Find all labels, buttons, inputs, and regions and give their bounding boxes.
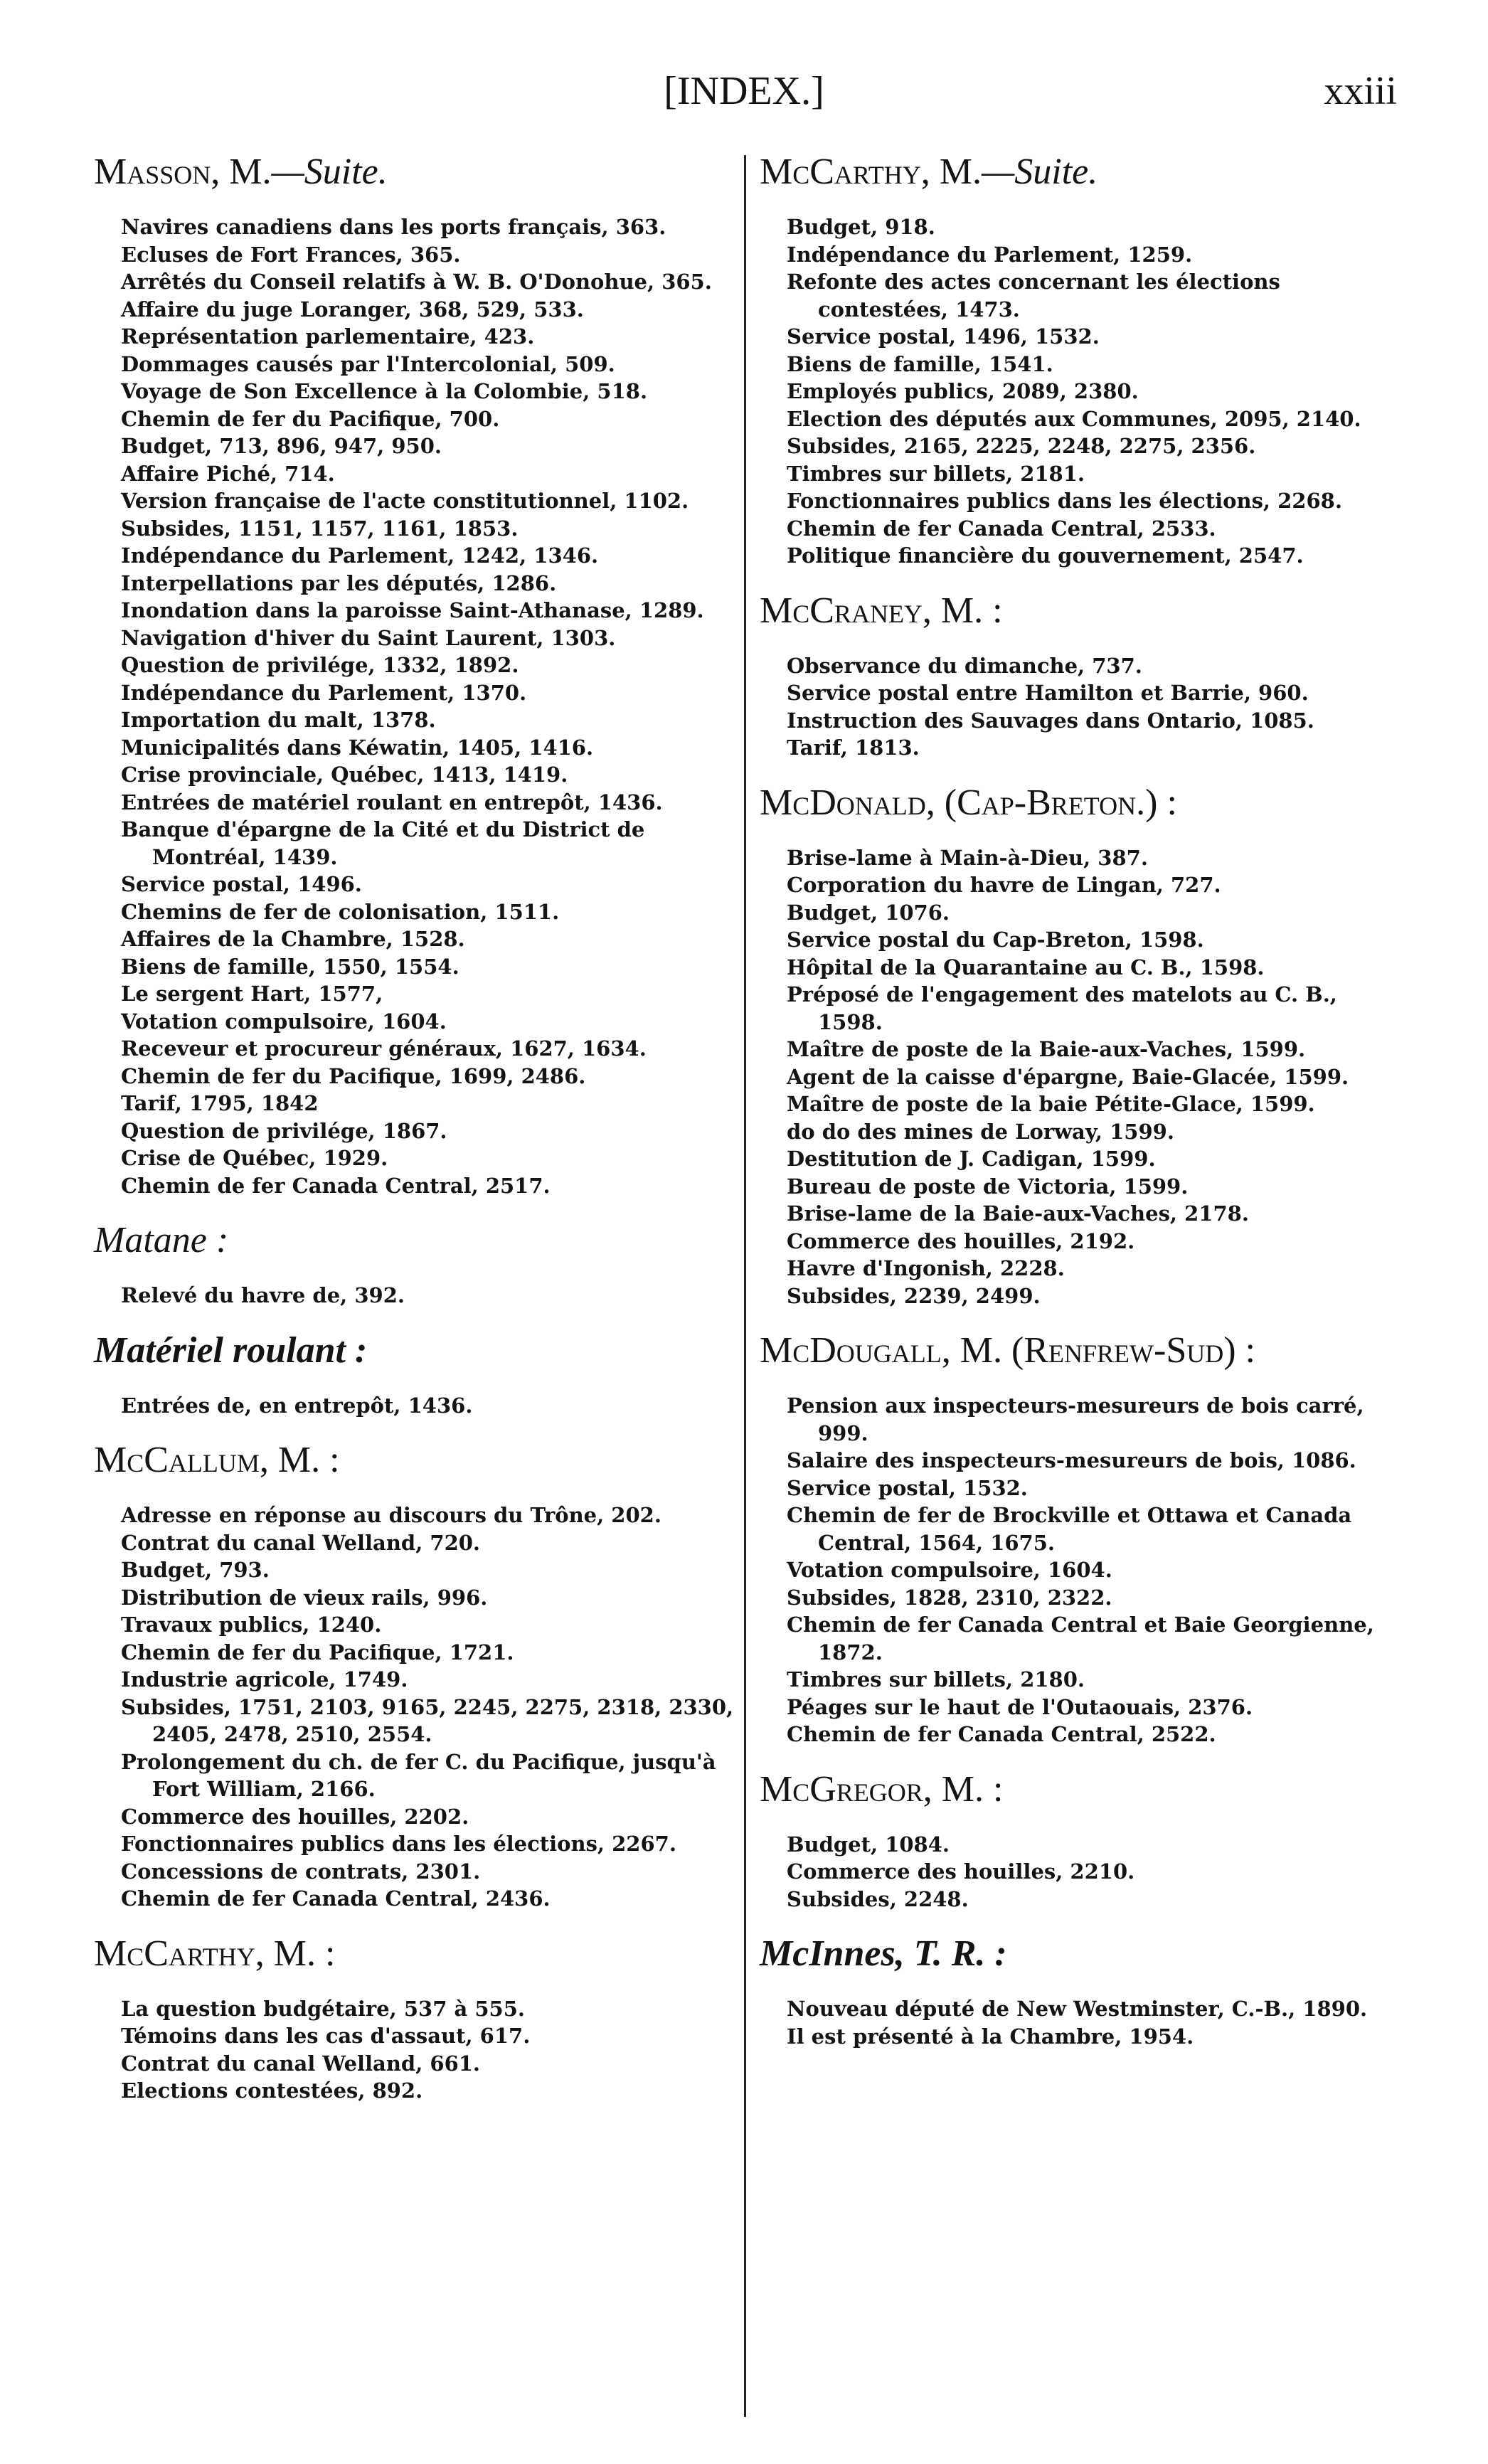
index-entry: La question budgétaire, 537 à 555. bbox=[121, 1996, 525, 2021]
index-entry: Chemin de fer Canada Central, 2517. bbox=[121, 1173, 551, 1198]
index-entry: Navigation d'hiver du Saint Laurent, 1303. bbox=[121, 625, 616, 650]
entry-list bbox=[787, 1392, 1400, 1748]
index-entry: Bureau de poste de Victoria, 1599. bbox=[787, 1174, 1189, 1199]
heading-suffix: —Suite. bbox=[982, 152, 1098, 192]
index-entry: Chemin de fer Canada Central, 2533. bbox=[787, 516, 1216, 541]
index-entry: Affaire Piché, 714. bbox=[121, 461, 335, 486]
index-entry: Maître de poste de la baie Pétite-Glace, 1599. bbox=[787, 1092, 1315, 1116]
index-entry: Receveur et procureur généraux, 1627, 1634. bbox=[121, 1036, 647, 1061]
index-entry: Version française de l'acte constitutionnel, 1102. bbox=[121, 489, 689, 513]
entry-list bbox=[787, 213, 1400, 570]
index-entry: Politique financière du gouvernement, 2547. bbox=[787, 543, 1304, 568]
index-entry: Elections contestées, 892. bbox=[121, 2078, 423, 2103]
index-entry: Service postal, 1496, 1532. bbox=[787, 324, 1100, 349]
index-entry: Subsides, 2248. bbox=[787, 1886, 969, 1911]
index-entry: Chemins de fer de colonisation, 1511. bbox=[121, 899, 560, 924]
index-entry: Travaux publics, 1240. bbox=[121, 1613, 382, 1637]
index-entry: Industrie agricole, 1749. bbox=[121, 1667, 408, 1692]
index-entry: Question de privilége, 1867. bbox=[121, 1118, 447, 1143]
heading-name: McDougall, M. (Renfrew-Sud) : bbox=[760, 1330, 1255, 1371]
index-entry: Observance du dimanche, 737. bbox=[787, 653, 1142, 678]
heading-name: McCarthy, M. bbox=[760, 152, 982, 192]
index-entry: Préposé de l'engagement des matelots au C. B., 1598. bbox=[787, 982, 1337, 1034]
index-entry: Prolongement du ch. de fer C. du Pacifique, jusqu'à Fort William, 2166. bbox=[121, 1749, 716, 1801]
index-entry: Budget, 713, 896, 947, 950. bbox=[121, 434, 442, 458]
index-entry: Subsides, 2165, 2225, 2248, 2275, 2356. bbox=[787, 434, 1256, 458]
index-entry: Maître de poste de la Baie-aux-Vaches, 1599. bbox=[787, 1037, 1306, 1061]
index-entry: Instruction des Sauvages dans Ontario, 1085. bbox=[787, 708, 1314, 733]
index-entry: Service postal du Cap-Breton, 1598. bbox=[787, 928, 1204, 952]
index-entry: Subsides, 1828, 2310, 2322. bbox=[787, 1585, 1112, 1610]
index-entry: Corporation du havre de Lingan, 727. bbox=[787, 873, 1221, 897]
index-entry: Chemin de fer du Pacifique, 1699, 2486. bbox=[121, 1063, 586, 1088]
index-entry: Service postal entre Hamilton et Barrie, 960. bbox=[787, 681, 1309, 705]
index-entry: Nouveau député de New Westminster, C.-B., 1890. bbox=[787, 1997, 1368, 2021]
index-entry: Votation compulsoire, 1604. bbox=[121, 1009, 447, 1034]
index-entry: Employés publics, 2089, 2380. bbox=[787, 379, 1139, 403]
index-entry: Pension aux inspecteurs-mesureurs de bois carré, 999. bbox=[787, 1393, 1364, 1445]
index-entry: Destitution de J. Cadigan, 1599. bbox=[787, 1147, 1156, 1171]
index-entry: Tarif, 1813. bbox=[787, 736, 920, 760]
index-entry: Concessions de contrats, 2301. bbox=[121, 1859, 481, 1884]
index-entry: Subsides, 1151, 1157, 1161, 1853. bbox=[121, 516, 519, 541]
index-heading bbox=[760, 1931, 1400, 1977]
index-entry: Budget, 793. bbox=[121, 1558, 270, 1582]
right-column bbox=[760, 149, 1400, 2069]
heading-name: McCallum, M. : bbox=[94, 1440, 340, 1480]
index-entry: Chemin de fer Canada Central et Baie Georgienne, 1872. bbox=[787, 1613, 1374, 1664]
entry-list bbox=[787, 652, 1400, 762]
page-title: [INDEX.] bbox=[664, 69, 824, 113]
index-entry: Contrat du canal Welland, 661. bbox=[121, 2051, 481, 2076]
index-entry: Importation du malt, 1378. bbox=[121, 708, 436, 732]
index-entry: Péages sur le haut de l'Outaouais, 2376. bbox=[787, 1694, 1253, 1719]
index-entry: Havre d'Ingonish, 2228. bbox=[787, 1256, 1065, 1280]
entry-list bbox=[121, 1282, 734, 1310]
index-entry: Chemin de fer Canada Central, 2522. bbox=[787, 1722, 1216, 1746]
index-heading bbox=[94, 149, 734, 195]
index-entry: Brise-lame de la Baie-aux-Vaches, 2178. bbox=[787, 1201, 1249, 1226]
page-number: xxiii bbox=[1324, 69, 1397, 113]
entry-list bbox=[121, 1392, 734, 1420]
index-entry: Affaires de la Chambre, 1528. bbox=[121, 927, 465, 951]
index-entry: Chemin de fer du Pacifique, 1721. bbox=[121, 1640, 514, 1664]
index-entry: Service postal, 1496. bbox=[121, 872, 362, 896]
index-entry: Navires canadiens dans les ports français, 363. bbox=[121, 215, 666, 239]
index-heading bbox=[760, 1328, 1400, 1374]
entry-list bbox=[787, 1995, 1400, 2050]
heading-name: Masson, M. bbox=[94, 152, 272, 192]
index-entry: Salaire des inspecteurs-mesureurs de bois, 1086. bbox=[787, 1448, 1356, 1472]
index-entry: Fonctionnaires publics dans les élections, 2268. bbox=[787, 489, 1342, 513]
index-entry: Chemin de fer de Brockville et Ottawa et Canada Central, 1564, 1675. bbox=[787, 1503, 1352, 1555]
index-entry: Votation compulsoire, 1604. bbox=[787, 1558, 1112, 1582]
index-heading bbox=[94, 1218, 734, 1263]
entry-list bbox=[121, 1995, 734, 2105]
index-entry: Refonte des actes concernant les élections contestées, 1473. bbox=[787, 270, 1280, 322]
index-entry: Brise-lame à Main-à-Dieu, 387. bbox=[787, 845, 1148, 870]
index-entry: Commerce des houilles, 2192. bbox=[787, 1228, 1135, 1253]
index-heading bbox=[760, 149, 1400, 195]
index-entry: Il est présenté à la Chambre, 1954. bbox=[787, 2024, 1194, 2049]
index-entry: Relevé du havre de, 392. bbox=[121, 1283, 405, 1307]
heading-name: Matane : bbox=[94, 1220, 229, 1260]
index-entry: Chemin de fer Canada Central, 2436. bbox=[121, 1886, 551, 1911]
index-entry: Fonctionnaires publics dans les élections, 2267. bbox=[121, 1832, 676, 1856]
index-entry: Le sergent Hart, 1577, bbox=[121, 982, 383, 1006]
heading-name: McCarthy, M. : bbox=[94, 1933, 336, 1974]
index-entry: Municipalités dans Kéwatin, 1405, 1416. bbox=[121, 735, 594, 760]
index-entry: Voyage de Son Excellence à la Colombie, 518. bbox=[121, 379, 648, 403]
index-entry: Banque d'épargne de la Cité et du District de Montréal, 1439. bbox=[121, 817, 645, 869]
index-entry: Timbres sur billets, 2180. bbox=[787, 1667, 1085, 1692]
index-entry: Budget, 1076. bbox=[787, 900, 950, 925]
heading-suffix: —Suite. bbox=[271, 152, 388, 192]
index-entry: Subsides, 2239, 2499. bbox=[787, 1283, 1041, 1308]
entry-list bbox=[787, 844, 1400, 1310]
index-entry: Hôpital de la Quarantaine au C. B., 1598. bbox=[787, 955, 1265, 979]
index-entry: Timbres sur billets, 2181. bbox=[787, 461, 1085, 486]
index-entry: Service postal, 1532. bbox=[787, 1475, 1028, 1500]
index-entry: Budget, 1084. bbox=[787, 1832, 950, 1857]
index-heading bbox=[94, 1438, 734, 1483]
index-heading bbox=[760, 588, 1400, 634]
index-entry: Subsides, 1751, 2103, 9165, 2245, 2275, 2318, 2330, 2405, 2478, 2510, 2554. bbox=[121, 1694, 734, 1746]
index-entry: do do des mines de Lorway, 1599. bbox=[787, 1119, 1174, 1144]
index-entry: Crise de Québec, 1929. bbox=[121, 1146, 388, 1170]
index-entry: Inondation dans la paroisse Saint-Athanase, 1289. bbox=[121, 598, 704, 622]
index-entry: Crise provinciale, Québec, 1413, 1419. bbox=[121, 763, 568, 787]
index-entry: Indépendance du Parlement, 1242, 1346. bbox=[121, 543, 599, 568]
index-entry: Distribution de vieux rails, 996. bbox=[121, 1585, 488, 1610]
heading-name: McInnes, T. R. : bbox=[760, 1933, 1007, 1974]
entry-list bbox=[121, 1502, 734, 1913]
index-entry: Dommages causés par l'Intercolonial, 509. bbox=[121, 351, 615, 376]
index-entry: Biens de famille, 1541. bbox=[787, 351, 1053, 376]
index-heading bbox=[94, 1328, 734, 1374]
index-heading bbox=[760, 1767, 1400, 1812]
index-entry: Arrêtés du Conseil relatifs à W. B. O'Donohue, 365. bbox=[121, 270, 712, 294]
index-entry: Chemin de fer du Pacifique, 700. bbox=[121, 406, 500, 431]
index-heading bbox=[94, 1931, 734, 1977]
heading-name: Matériel roulant : bbox=[94, 1329, 368, 1371]
index-heading bbox=[760, 780, 1400, 826]
running-head bbox=[0, 68, 1488, 118]
entry-list bbox=[787, 1831, 1400, 1913]
index-entry: Interpellations par les députés, 1286. bbox=[121, 570, 557, 595]
index-entry: Commerce des houilles, 2210. bbox=[787, 1859, 1135, 1884]
index-entry: Représentation parlementaire, 423. bbox=[121, 324, 535, 349]
index-entry: Indépendance du Parlement, 1370. bbox=[121, 680, 527, 705]
index-entry: Tarif, 1795, 1842 bbox=[121, 1091, 319, 1115]
heading-name: McGregor, M. : bbox=[760, 1768, 1004, 1810]
index-entry: Agent de la caisse d'épargne, Baie-Glacée, 1599. bbox=[787, 1064, 1349, 1089]
column-divider bbox=[744, 155, 746, 2417]
index-entry: Election des députés aux Communes, 2095, 2140. bbox=[787, 406, 1361, 431]
index-entry: Budget, 918. bbox=[787, 215, 935, 239]
index-entry: Contrat du canal Welland, 720. bbox=[121, 1530, 481, 1555]
index-entry: Ecluses de Fort Frances, 365. bbox=[121, 242, 461, 267]
heading-name: McDonald, (Cap-Breton.) : bbox=[760, 782, 1177, 823]
heading-name: McCraney, M. : bbox=[760, 590, 1003, 631]
index-entry: Entrées de, en entrepôt, 1436. bbox=[121, 1393, 473, 1418]
index-entry: Indépendance du Parlement, 1259. bbox=[787, 242, 1193, 267]
index-entry: Biens de famille, 1550, 1554. bbox=[121, 954, 459, 979]
index-entry: Question de privilége, 1332, 1892. bbox=[121, 653, 519, 677]
index-entry: Témoins dans les cas d'assaut, 617. bbox=[121, 2024, 531, 2048]
index-entry: Entrées de matériel roulant en entrepôt, 1436. bbox=[121, 790, 663, 814]
index-entry: Adresse en réponse au discours du Trône, 202. bbox=[121, 1503, 661, 1527]
index-entry: Affaire du juge Loranger, 368, 529, 533. bbox=[121, 297, 584, 322]
entry-list bbox=[121, 213, 734, 1199]
index-entry: Commerce des houilles, 2202. bbox=[121, 1804, 469, 1829]
left-column bbox=[94, 149, 734, 2123]
